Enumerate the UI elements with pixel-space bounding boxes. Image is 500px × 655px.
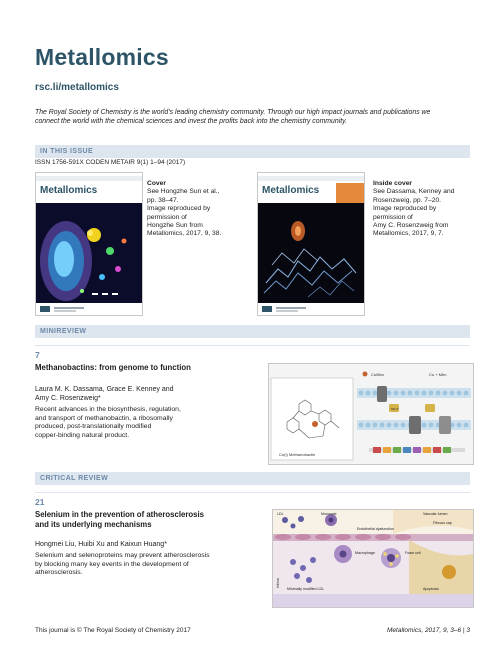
footer-copyright: This journal is © The Royal Society of Chemistry 2017 bbox=[35, 627, 191, 634]
graphic-label-endothelial: Endothelial dysfunction bbox=[357, 527, 394, 531]
article-authors bbox=[35, 385, 174, 403]
intro-line: The Royal Society of Chemistry is the world’s leading chemistry community. Through our high impact journals and publications we bbox=[35, 109, 431, 116]
graphic-label-foam-cell: Foam cell bbox=[405, 551, 421, 555]
inside-cover-caption-line: Rosenzweig, pp. 7–20. bbox=[373, 196, 442, 204]
article-abstract bbox=[35, 406, 181, 440]
methanobactin-graphic bbox=[268, 363, 474, 465]
graphic-label-fibrous-cap: Fibrous cap bbox=[433, 521, 452, 525]
article-title[interactable] bbox=[35, 363, 191, 373]
inside-cover-heading: Inside cover bbox=[373, 180, 413, 187]
divider bbox=[35, 345, 470, 346]
cover-heading: Cover bbox=[147, 180, 166, 187]
article-title[interactable] bbox=[35, 510, 204, 530]
abstract-line: produced, post-translationally modified bbox=[35, 423, 152, 430]
divider bbox=[35, 492, 470, 493]
cover-caption-line: Image reproduced by bbox=[147, 205, 211, 213]
article-page-number[interactable]: 21 bbox=[35, 497, 45, 507]
graphic-label-vascular-lumen: Vascular lumen bbox=[423, 512, 448, 516]
journal-url[interactable]: rsc.li/metallomics bbox=[35, 82, 119, 93]
graphic-label-mbnt: MbnT bbox=[391, 407, 399, 411]
inside-cover-caption bbox=[373, 180, 473, 239]
intro-line: connect the world with the chemical sciences and invest the profits back into the chemistry community. bbox=[35, 118, 348, 125]
graphic-label-oxldl: Minimally modified LDL bbox=[287, 587, 325, 591]
graphic-caption: Cu(I) Methanobactin bbox=[279, 452, 316, 457]
abstract-line: Selenium and selenoproteins may prevent atherosclerosis bbox=[35, 552, 210, 559]
abstract-line: copper-binding natural product. bbox=[35, 431, 130, 439]
graphic-label-cumbn: CuMbn bbox=[371, 372, 384, 377]
journal-title: Metallomics bbox=[35, 44, 169, 70]
graphic-label-cu-mbn: Cu + Mbn bbox=[429, 372, 447, 377]
section-label-in-this-issue: IN THIS ISSUE bbox=[40, 148, 94, 155]
article-page-number[interactable]: 7 bbox=[35, 350, 40, 360]
article-authors bbox=[35, 540, 167, 549]
abstract-line: and transport of methanobactin, a ribosomally bbox=[35, 414, 173, 422]
article-title-line: and its underlying mechanisms bbox=[35, 520, 152, 529]
abstract-line: Recent advances in the biosynthesis, regulation, bbox=[35, 406, 181, 413]
intro-paragraph bbox=[35, 108, 470, 126]
section-label-minireview: MINIREVIEW bbox=[40, 328, 87, 335]
graphic-label-apoptosis: Apoptosis bbox=[423, 587, 439, 591]
inside-cover-journal-title: Metallomics bbox=[262, 185, 320, 196]
cover-caption bbox=[147, 180, 243, 239]
graphic-label-ldl: LDL bbox=[277, 512, 284, 516]
graphic-label-monocyte: Monocyte bbox=[321, 512, 337, 516]
inside-cover-caption-line: Amy C. Rosenzweig from bbox=[373, 222, 449, 230]
inside-cover-caption-line: Image reproduced by bbox=[373, 205, 437, 213]
author-line: Hongmei Liu, Huibi Xu and Kaixun Huang* bbox=[35, 541, 167, 548]
inside-cover-caption-line: permission of bbox=[373, 213, 413, 221]
graphic-label-macrophage: Macrophage bbox=[355, 551, 375, 555]
cover-caption-line: permission of bbox=[147, 213, 187, 221]
cover-caption-line: pp. 38–47. bbox=[147, 196, 179, 204]
article-title-line: Selenium in the prevention of atherosclerosis bbox=[35, 510, 204, 519]
section-bar-in-this-issue bbox=[35, 145, 470, 158]
author-line: Amy C. Rosenzweig* bbox=[35, 395, 101, 402]
atherosclerosis-graphic bbox=[272, 509, 474, 608]
inside-cover-image bbox=[257, 172, 365, 316]
graphic-label-intima: Intima bbox=[276, 578, 280, 588]
inside-cover-caption-line: Metallomics, 2017, 9, 7. bbox=[373, 230, 444, 238]
article-title-line: Methanobactins: from genome to function bbox=[35, 363, 191, 372]
article-abstract bbox=[35, 552, 210, 578]
cover-caption-line: Hongzhe Sun from bbox=[147, 222, 203, 230]
issn-line: ISSN 1756-591X CODEN METAIR 9(1) 1–94 (2017) bbox=[35, 159, 186, 166]
inside-cover-caption-line: See Dassama, Kenney and bbox=[373, 188, 455, 196]
author-line: Laura M. K. Dassama, Grace E. Kenney and bbox=[35, 386, 174, 393]
cover-journal-title: Metallomics bbox=[40, 185, 98, 196]
cover-caption-line: Metallomics, 2017, 9, 38. bbox=[147, 230, 222, 238]
section-bar-minireview bbox=[35, 325, 470, 338]
cover-caption-line: See Hongzhe Sun et al., bbox=[147, 188, 220, 196]
footer-citation: Metallomics, 2017, 9, 3–6 | 3 bbox=[387, 627, 470, 634]
cover-image bbox=[35, 172, 143, 316]
abstract-line: atherosclerosis. bbox=[35, 569, 83, 576]
abstract-line: by blocking many key events in the development of bbox=[35, 560, 189, 568]
section-label-critical-review: CRITICAL REVIEW bbox=[40, 475, 109, 482]
